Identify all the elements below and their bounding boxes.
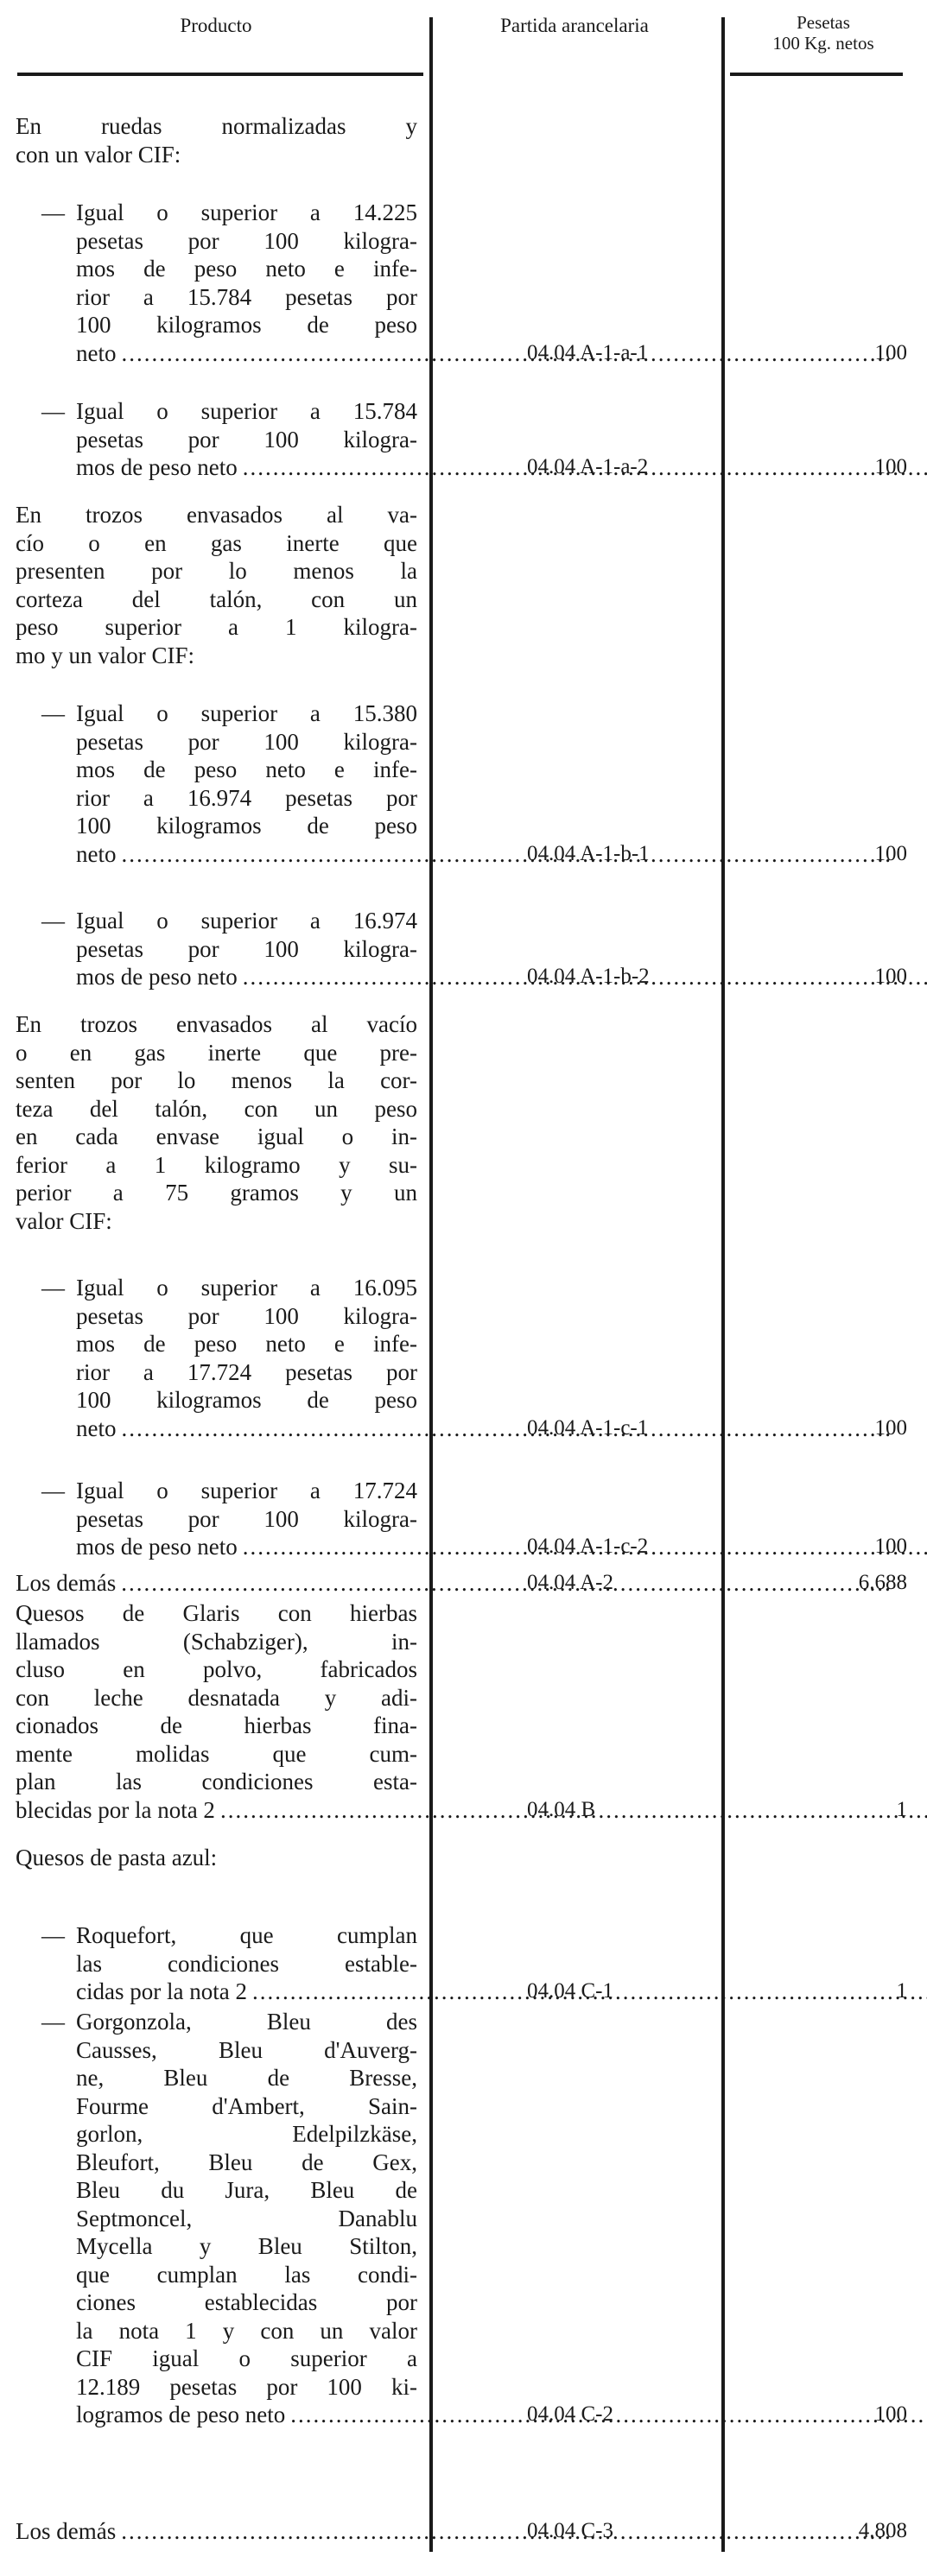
- product-line: Fourme d'Ambert, Sain-: [76, 2092, 417, 2119]
- tariff-entry: [16, 1010, 417, 1235]
- product-line: rior a 16.974 pesetas por: [76, 784, 417, 811]
- product-line: Igual o superior a 14.225: [76, 199, 417, 225]
- product-line: plan las condiciones esta-: [16, 1769, 417, 1794]
- product-line: senten por lo menos la cor-: [16, 1067, 417, 1093]
- product-line: mente molidas que cum-: [16, 1740, 417, 1767]
- product-line: ciones establecidas por: [76, 2289, 417, 2315]
- product-line-text: neto: [76, 1415, 117, 1441]
- product-line: peso superior a 1 kilogra-: [16, 614, 417, 640]
- product-line-leader: [76, 840, 417, 869]
- tariff-subitem: [76, 2008, 417, 2429]
- product-line: Quesos de pasta azul:: [16, 1845, 218, 1870]
- product-line: 100 kilogramos de peso: [76, 1387, 417, 1413]
- product-line: Septmoncel, Danablu: [76, 2205, 417, 2231]
- tariff-subitem: [76, 199, 417, 367]
- product-line: Igual o superior a 16.095: [76, 1275, 417, 1301]
- tariff-entry: [16, 112, 417, 168]
- rate-value: 100: [874, 455, 907, 478]
- product-line-leader: [76, 963, 417, 991]
- product-line: pesetas por 100 kilogra-: [76, 1505, 417, 1532]
- product-line: Igual o superior a 17.724: [76, 1478, 417, 1503]
- product-line: 100 kilogramos de peso: [76, 312, 417, 338]
- item-dash: —: [41, 1478, 65, 1503]
- tariff-subitem: [76, 1921, 417, 2006]
- tariff-subitem: [76, 1274, 417, 1442]
- product-line: rior a 15.784 pesetas por: [76, 283, 417, 310]
- product-line: Causses, Bleu d'Auverg-: [76, 2036, 417, 2063]
- product-line-leader: [76, 1415, 417, 1443]
- item-dash: —: [41, 908, 65, 934]
- product-line: pesetas por 100 kilogra-: [76, 935, 417, 962]
- product-line-leader: [76, 2401, 417, 2429]
- rate-value: 100: [874, 2402, 907, 2426]
- product-line-leader: [76, 339, 417, 368]
- tariff-code: 04.04 C-1: [527, 1979, 613, 2003]
- product-line: o en gas inerte que pre-: [16, 1039, 417, 1066]
- rate-value: 4.808: [858, 2519, 907, 2542]
- product-line: valor CIF:: [16, 1207, 112, 1234]
- tariff-entry: [16, 501, 417, 669]
- header-pesetas: [733, 12, 914, 54]
- rate-value: 100: [874, 841, 907, 865]
- product-line: ferior a 1 kilogramo y su-: [16, 1151, 417, 1178]
- rate-value: 1: [896, 1979, 907, 2003]
- product-line: pesetas por 100 kilogra-: [76, 1302, 417, 1329]
- product-line-leader: [76, 453, 417, 482]
- tariff-code: 04.04 A-1-b-1: [527, 841, 650, 865]
- product-line-text: neto: [76, 840, 117, 867]
- product-line: que cumplan las condi-: [76, 2261, 417, 2288]
- product-line: Bleu du Jura, Bleu de: [76, 2177, 417, 2203]
- tariff-code: 04.04 A-1-a-1: [527, 340, 649, 364]
- product-line: teza del talón, con un peso: [16, 1095, 417, 1122]
- header-rule-producto: [17, 73, 423, 76]
- rate-value: 1: [896, 1797, 907, 1821]
- tariff-code: 04.04 C-3: [527, 2519, 613, 2542]
- product-line-text: blecidas por la nota 2: [16, 1796, 215, 1823]
- tariff-entry: [16, 1844, 417, 1872]
- tariff-subitem: [76, 397, 417, 482]
- product-line: ne, Bleu de Bresse,: [76, 2065, 417, 2091]
- product-line: Quesos de Glaris con hierbas: [16, 1600, 417, 1626]
- product-line-leader: [16, 1796, 417, 1825]
- header-partida: Partida arancelaria: [500, 15, 649, 36]
- item-dash: —: [41, 2009, 65, 2035]
- product-line: Gorgonzola, Bleu des: [76, 2009, 417, 2035]
- product-line: Bleufort, Bleu de Gex,: [76, 2149, 417, 2175]
- product-line-leader: [76, 1978, 417, 2006]
- product-line-text: logramos de peso neto: [76, 2402, 286, 2427]
- tariff-entry: [16, 1599, 417, 1824]
- tariff-code: 04.04 C-2: [527, 2402, 613, 2426]
- item-dash: —: [41, 700, 65, 726]
- product-line: perior a 75 gramos y un: [16, 1180, 417, 1206]
- product-line: Igual o superior a 15.784: [76, 398, 417, 424]
- product-line: pesetas por 100 kilogra-: [76, 728, 417, 755]
- rate-value: 100: [874, 965, 907, 988]
- product-line: con un valor CIF:: [16, 141, 181, 168]
- header-pesetas-line2: 100 Kg. netos: [772, 33, 874, 54]
- product-line: en cada envase igual o in-: [16, 1123, 417, 1149]
- tariff-code: 04.04 A-1-a-2: [527, 455, 649, 478]
- product-line-text: mos de peso neto: [76, 964, 238, 990]
- product-line: Igual o superior a 15.380: [76, 700, 417, 726]
- product-line: 100 kilogramos de peso: [76, 813, 417, 839]
- product-line: mos de peso neto e infe-: [76, 1331, 417, 1357]
- product-line-leader: [16, 2517, 417, 2546]
- column-divider-2: [721, 17, 725, 2552]
- product-line: rior a 17.724 pesetas por: [76, 1358, 417, 1385]
- product-line: cionados de hierbas fina-: [16, 1712, 417, 1738]
- product-line: En trozos envasados al va-: [16, 502, 417, 528]
- product-line: gorlon, Edelpilzkäse,: [76, 2121, 417, 2147]
- product-line: la nota 1 y con un valor: [76, 2317, 417, 2344]
- product-line: llamados (Schabziger), in-: [16, 1628, 417, 1655]
- product-line-text: mos de peso neto: [76, 454, 238, 480]
- product-line-text: cidas por la nota 2: [76, 1978, 247, 2004]
- rate-value: 100: [874, 1535, 907, 1558]
- product-line-leader: [16, 1569, 417, 1598]
- product-line: las condiciones estable-: [76, 1950, 417, 1977]
- product-line: corteza del talón, con un: [16, 585, 417, 612]
- product-line: cluso en polvo, fabricados: [16, 1656, 417, 1682]
- header-rule-pesetas: [730, 73, 903, 76]
- item-dash: —: [41, 1922, 65, 1948]
- product-line: mos de peso neto e infe-: [76, 256, 417, 282]
- tariff-code: 04.04 A-1-b-2: [527, 965, 650, 988]
- product-line-leader: [76, 1533, 417, 1561]
- tariff-code: 04.04 A-1-c-1: [527, 1415, 649, 1440]
- product-line: pesetas por 100 kilogra-: [76, 426, 417, 453]
- tariff-subitem: [76, 1477, 417, 1561]
- product-line: cío o en gas inerte que: [16, 529, 417, 556]
- product-line: Mycella y Bleu Stilton,: [76, 2233, 417, 2259]
- product-line: 12.189 pesetas por 100 ki-: [76, 2373, 417, 2400]
- product-line: Roquefort, que cumplan: [76, 1922, 417, 1948]
- product-line: con leche desnatada y adi-: [16, 1684, 417, 1711]
- product-line-text: Los demás: [16, 1570, 117, 1596]
- product-line-text: mos de peso neto: [76, 1534, 238, 1560]
- product-line: mo y un valor CIF:: [16, 642, 194, 668]
- product-line: pesetas por 100 kilogra-: [76, 227, 417, 254]
- tariff-code: 04.04 B: [527, 1797, 596, 1821]
- rate-value: 100: [874, 1415, 907, 1440]
- product-line: presenten por lo menos la: [16, 558, 417, 584]
- tariff-subitem: [76, 907, 417, 991]
- item-dash: —: [41, 1275, 65, 1301]
- tariff-code: 04.04 A-2: [527, 1571, 613, 1594]
- product-line: En trozos envasados al vacío: [16, 1011, 417, 1037]
- product-line: mos de peso neto e infe-: [76, 756, 417, 782]
- header-pesetas-line1: Pesetas: [797, 12, 850, 33]
- product-line: Igual o superior a 16.974: [76, 908, 417, 934]
- item-dash: —: [41, 398, 65, 424]
- product-line: En ruedas normalizadas y: [16, 113, 417, 139]
- header-producto: Producto: [180, 15, 252, 36]
- product-line-text: neto: [76, 339, 117, 366]
- item-dash: —: [41, 199, 65, 225]
- product-line: CIF igual o superior a: [76, 2345, 417, 2371]
- rate-value: 6.688: [858, 1571, 907, 1594]
- tariff-code: 04.04 A-1-c-2: [527, 1535, 649, 1558]
- rate-value: 100: [874, 340, 907, 364]
- product-line-text: Los demás: [16, 2518, 117, 2544]
- tariff-entry: [16, 1569, 417, 1598]
- tariff-subitem: [76, 699, 417, 868]
- column-divider-1: [429, 17, 433, 2552]
- tariff-entry: [16, 2517, 417, 2546]
